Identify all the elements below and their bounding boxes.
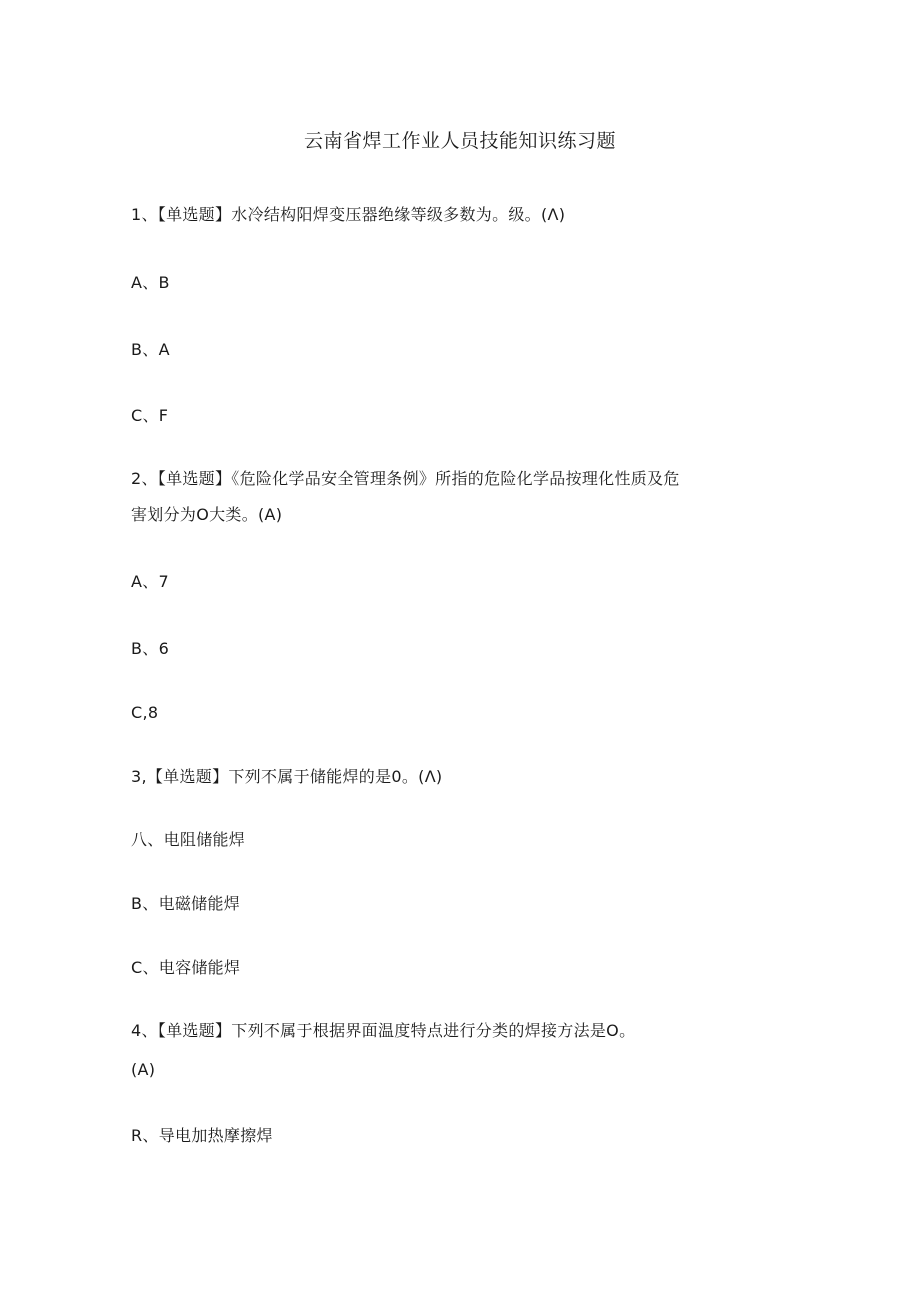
question-2-option-c: C,8	[131, 703, 159, 722]
question-4-stem-line-2: (A)	[131, 1060, 156, 1079]
question-4-option-a: R、导电加热摩擦焊	[131, 1126, 273, 1145]
question-3-option-b: B、电磁储能焊	[131, 894, 241, 913]
question-1-option-c: C、F	[131, 406, 169, 425]
question-3-stem: 3,【单选题】下列不属于储能焊的是0。(Λ)	[131, 767, 443, 786]
question-1-stem: 1、【单选题】水冷结构阳焊变压器绝缘等级多数为。级。(Λ)	[131, 205, 566, 224]
document-title: 云南省焊工作业人员技能知识练习题	[303, 130, 616, 152]
question-4-stem-line-1: 4、【单选题】下列不属于根据界面温度特点进行分类的焊接方法是O。	[131, 1021, 636, 1040]
question-2-stem-line-2: 害划分为O大类。(A)	[131, 505, 283, 524]
question-3-option-c: C、电容储能焊	[131, 958, 241, 977]
question-3-option-a: 八、电阻储能焊	[131, 830, 246, 849]
question-1-option-a: A、B	[131, 273, 170, 292]
question-2-option-b: B、6	[131, 639, 170, 658]
question-2-stem-line-1: 2、【单选题】《危险化学品安全管理条例》所指的危险化学品按理化性质及危	[131, 469, 680, 488]
question-1-option-b: B、A	[131, 340, 170, 359]
question-2-option-a: A、7	[131, 572, 170, 591]
